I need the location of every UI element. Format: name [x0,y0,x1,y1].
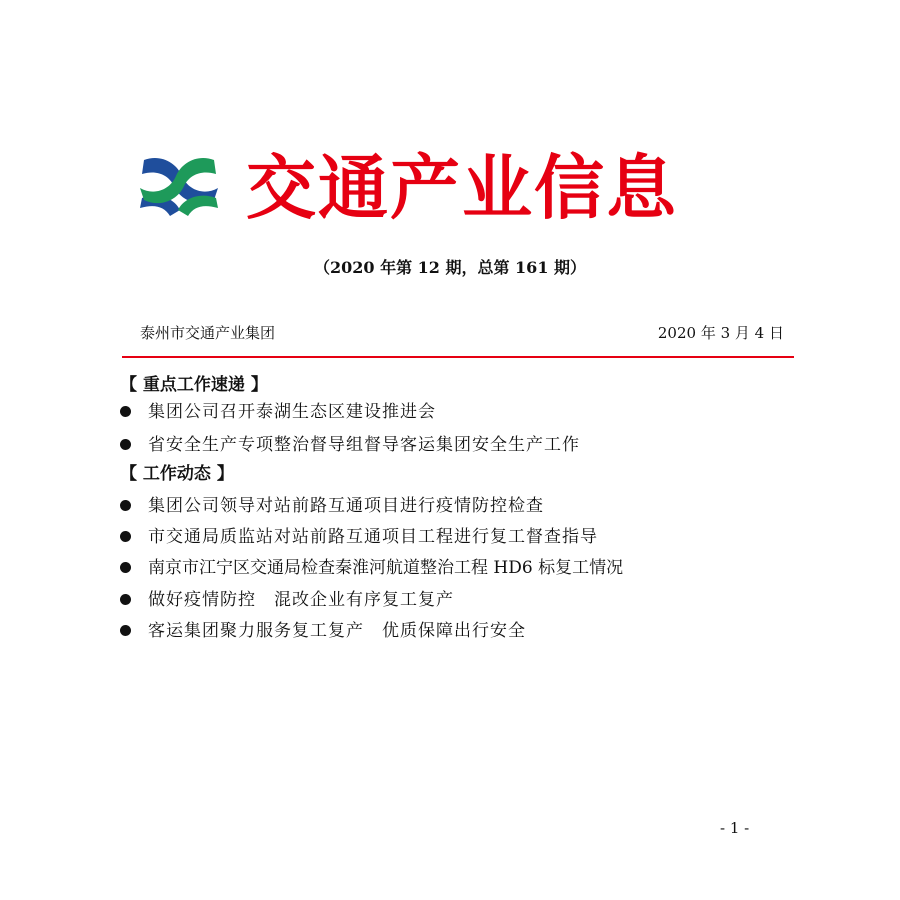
bullet-icon [120,531,131,542]
bullet-icon [120,500,131,511]
page-number: - 1 - [720,819,750,837]
publisher-name: 泰州市交通产业集团 [140,324,276,342]
list-item [120,492,544,520]
header-divider [122,356,794,358]
company-logo-icon [130,152,228,222]
bullet-icon [120,439,131,450]
meta-row [126,322,792,344]
list-item [120,617,526,645]
list-item-text: 省安全生产专项整治督导组督导客运集团安全生产工作 [148,435,580,455]
list-item-text: 市交通局质监站对站前路互通项目工程进行复工督查指导 [148,527,598,547]
logo-mark [140,158,218,216]
list-item-text: 集团公司领导对站前路互通项目进行疫情防控检查 [148,496,544,516]
publish-date: 2020 年 3 月 4 日 [657,324,784,342]
list-item-text: 做好疫情防控 混改企业有序复工复产 [148,590,454,610]
bullet-icon [120,562,131,573]
issue-number: （2020 年第 12 期，总第 161 期） [313,258,587,277]
masthead [128,148,788,228]
list-item [120,431,580,459]
list-item-text: 集团公司召开泰湖生态区建设推进会 [148,402,436,422]
list-item [120,523,598,551]
bullet-icon [120,594,131,605]
section-heading-key-work: 【 重点工作速递 】 [120,375,268,395]
list-item [120,586,454,614]
list-item [120,554,623,582]
list-item-text: 南京市江宁区交通局检查秦淮河航道整治工程 HD6 标复工情况 [148,558,624,578]
section-heading-work-news: 【 工作动态 】 [120,464,234,484]
bullet-icon [120,406,131,417]
newsletter-title: 交通产业信息 [246,147,678,229]
list-item-text: 客运集团聚力服务复工复产 优质保障出行安全 [148,621,526,641]
list-item [120,398,436,426]
bullet-icon [120,625,131,636]
